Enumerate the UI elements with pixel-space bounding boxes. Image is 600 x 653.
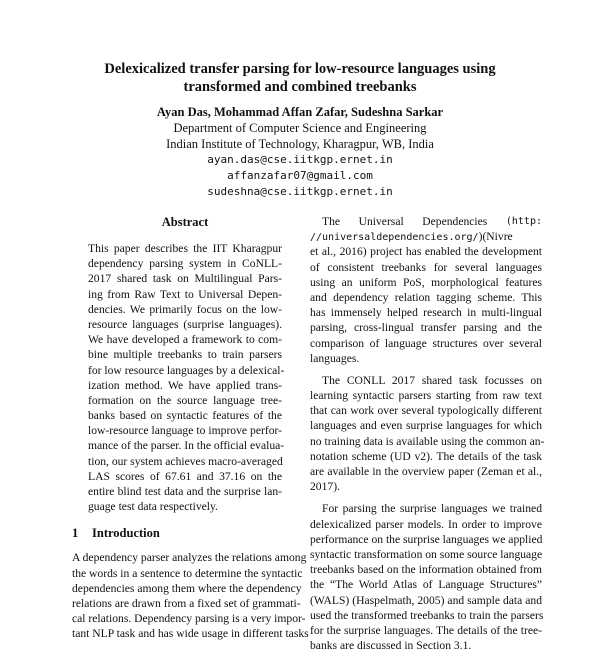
- author-names: Ayan Das, Mohammad Affan Zafar, Sudeshna Sarkar: [156, 105, 444, 119]
- paper-title-line: transformed and combined treebanks: [183, 79, 417, 95]
- left-column: [72, 214, 309, 642]
- conll-paragraph: [310, 373, 545, 495]
- abstract-line: LAS scores of 67.61 and 37.16 on the: [88, 469, 282, 483]
- ud-line: has immensely helped research in multi-lingual: [310, 306, 542, 320]
- conll-line: learning syntactic parsers starting from raw text: [310, 389, 542, 403]
- conll-line: The CONLL 2017 shared task focusses on: [322, 373, 542, 387]
- intro-line: dependencies among them where the dependency: [72, 581, 302, 595]
- abstract-line: low-resource language to improve perfor-: [88, 424, 282, 438]
- paper-title-line: Delexicalized transfer parsing for low-resource languages using: [104, 61, 496, 77]
- conll-line: no training data is available using the common an-: [310, 434, 545, 448]
- author-department: Department of Computer Science and Engineering: [173, 121, 427, 135]
- abstract-line: formation on the source language tree-: [88, 393, 282, 407]
- intro-line: relations are drawn from a fixed set of grammati-: [72, 596, 301, 610]
- author-institution: Indian Institute of Technology, Kharagpur, WB, India: [166, 137, 434, 151]
- surprise-line: (WALS) (Haspelmath, 2005) and sample data and: [310, 593, 542, 607]
- surprise-line: delexicalized parser models. In order to improve: [310, 517, 542, 531]
- author-email: ayan.das@cse.iitkgp.ernet.in: [207, 153, 393, 166]
- ud-url[interactable]: //universaldependencies.org/: [310, 232, 479, 244]
- abstract-line: dependency parsing system in CoNLL-: [88, 257, 282, 271]
- ud-line: comparison of language structures over several: [310, 336, 542, 350]
- section-heading-introduction: [72, 525, 298, 541]
- abstract-body: [72, 241, 298, 514]
- surprise-line: the “The World Atlas of Language Structures”: [310, 578, 542, 592]
- conll-line: that can work over several typologically different: [310, 404, 542, 418]
- section-title: Introduction: [92, 526, 160, 541]
- abstract-line: entire blind test data and the surprise lan-: [88, 485, 282, 498]
- ud-word: Universal: [358, 215, 404, 228]
- abstract-line: bine multiple treebanks to train parsers: [88, 348, 282, 362]
- surprise-line: banks are discussed in Section 3.1.: [310, 639, 472, 653]
- abstract-line: tion, our system achieves macro-averaged: [88, 454, 283, 468]
- ud-line: [310, 229, 542, 244]
- surprise-line: syntactic transformation on some source language: [310, 547, 543, 561]
- right-column: [310, 214, 545, 653]
- paper-title: [40, 60, 560, 96]
- intro-line: A dependency parser analyzes the relations among: [72, 551, 307, 565]
- intro-line: the words in a sentence to determine the syntactic: [72, 566, 303, 580]
- ud-line: using an uniform PoS, morphological features: [310, 275, 542, 289]
- conll-line: languages and even surprise languages for which: [310, 419, 542, 433]
- abstract-line: guage test data respectively.: [88, 500, 218, 514]
- ud-word: The: [322, 215, 341, 228]
- author-block: [40, 104, 560, 200]
- abstract-line: resource languages (surprise languages).: [88, 317, 282, 331]
- abstract-line: dencies. We primarily focus on the low-: [88, 302, 282, 316]
- abstract-heading: Abstract: [161, 215, 209, 229]
- ud-citation: )(Nivre: [478, 230, 513, 244]
- intro-line: cal relations. Dependency parsing is a very impor-: [72, 612, 306, 626]
- ud-line: parsing, cross-lingual transfer parsing and the: [310, 321, 542, 335]
- abstract-line: This paper describes the IIT Kharagpur: [88, 242, 282, 255]
- author-email: sudeshna@cse.iitkgp.ernet.in: [207, 185, 393, 198]
- surprise-line: treebanks based on the information obtained from: [310, 563, 542, 577]
- abstract-line: banks based on syntactic features of the: [88, 409, 282, 423]
- surprise-line: performance on the surprise languages we applied: [310, 532, 543, 546]
- surprise-line: used the transformed treebanks to train the parsers: [310, 608, 544, 622]
- abstract-line: 2017 shared task on Multilingual Pars-: [88, 272, 282, 286]
- ud-word: Dependencies: [422, 215, 488, 228]
- introduction-body: [72, 550, 309, 641]
- surprise-line: For parsing the surprise languages we trained: [322, 502, 542, 516]
- conll-line: are available in the overview paper (Zeman et al.,: [310, 465, 542, 478]
- conll-line: 2017).: [310, 480, 340, 494]
- abstract-line: ization method. We have applied trans-: [88, 378, 282, 392]
- ud-url-start: (http:: [505, 216, 542, 227]
- ud-line: and dependency relation tagging scheme. This: [310, 290, 542, 304]
- abstract-line: We have developed a framework to com-: [88, 333, 282, 347]
- abstract-line: for low resource languages by a delexical-: [88, 363, 285, 377]
- ud-line: [310, 214, 542, 229]
- ud-line: of consistent treebanks for several languages: [310, 260, 542, 274]
- intro-line: tant NLP task and has wide usage in different tasks: [72, 627, 309, 641]
- ud-line: et al., 2016) project has enabled the development: [310, 245, 542, 259]
- section-number: 1: [72, 526, 79, 541]
- surprise-line: for the surprise languages. The details of the tree-: [310, 623, 542, 637]
- ud-line: languages.: [310, 351, 360, 365]
- abstract-line: mance of the parser. In the official evalua-: [88, 439, 285, 453]
- ud-paragraph: [310, 214, 542, 366]
- surprise-paragraph: [310, 501, 542, 653]
- abstract-line: ing from Raw Text to Universal Depen-: [88, 287, 282, 301]
- conll-line: notation scheme (UD v2). The details of the task: [310, 449, 542, 463]
- author-email: affanzafar07@gmail.com: [227, 169, 373, 182]
